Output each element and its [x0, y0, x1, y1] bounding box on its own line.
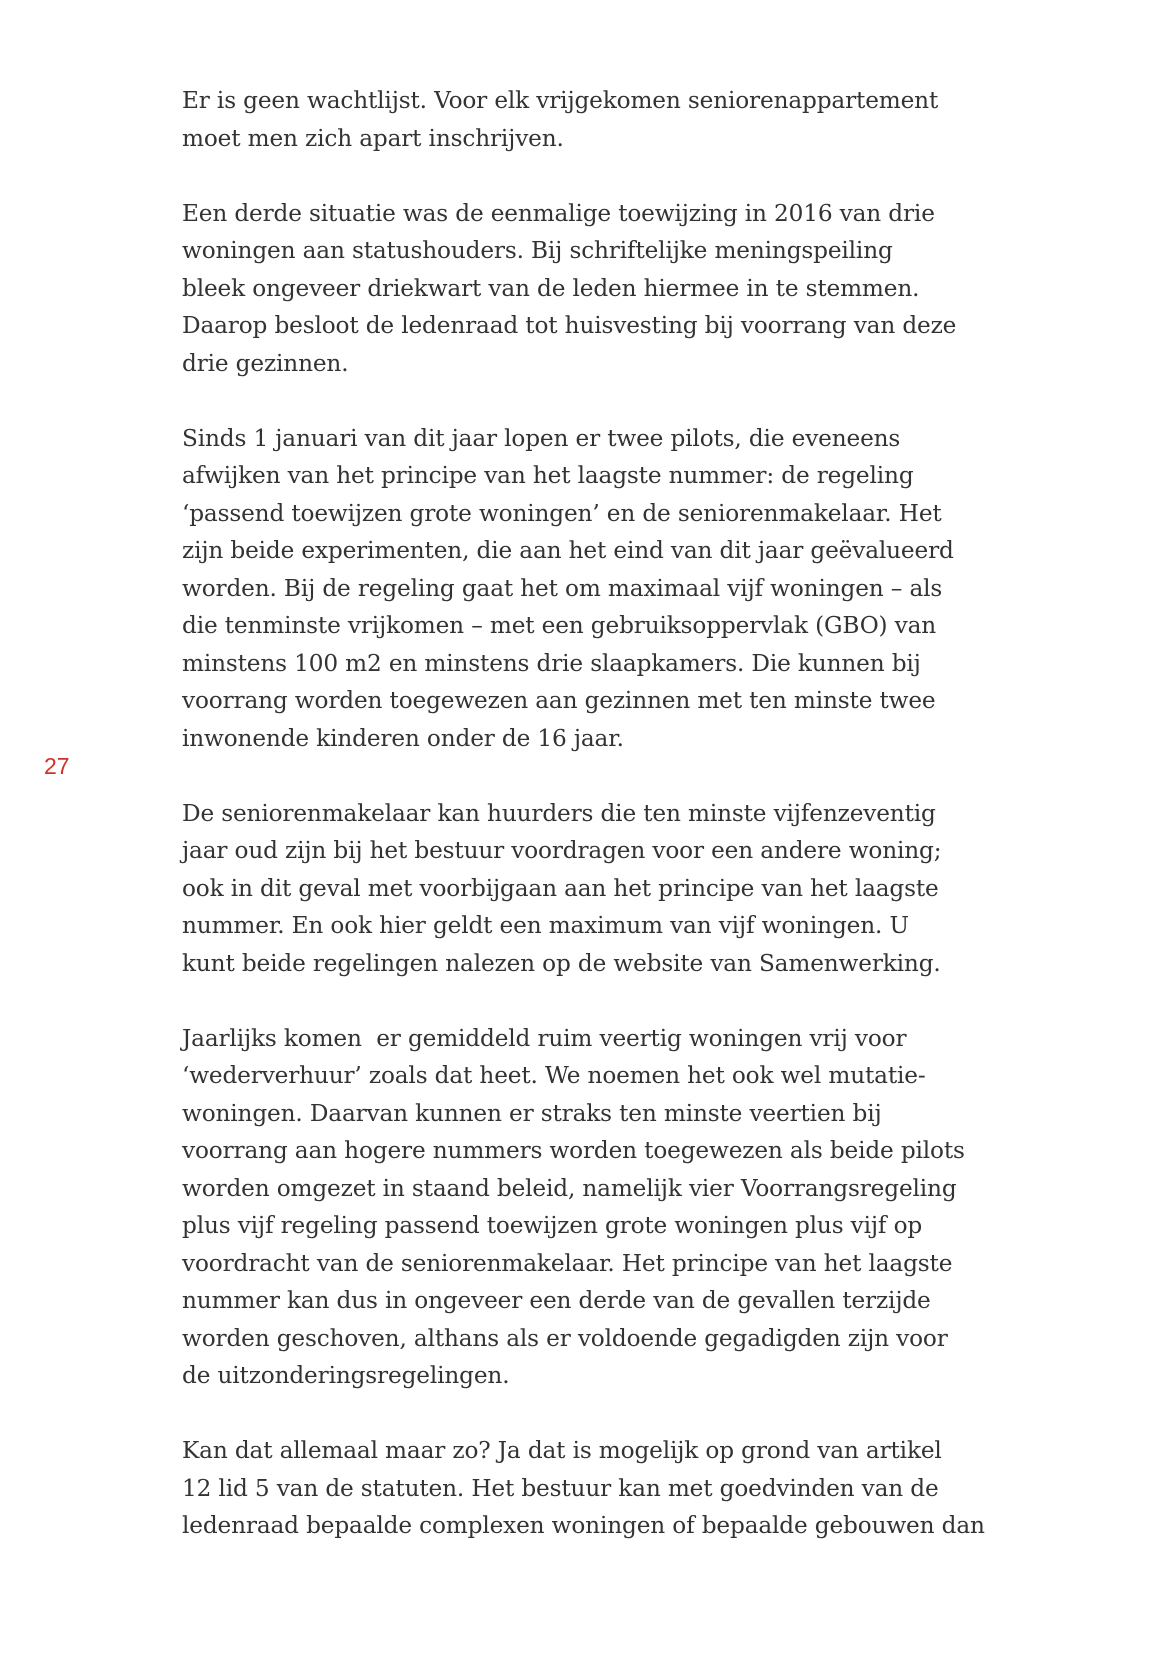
text-line: zijn beide experimenten, die aan het eind van dit jaar geëvalueerd	[182, 537, 954, 564]
text-line: plus vijf regeling passend toewijzen grote woningen plus vijf op	[182, 1212, 923, 1239]
text-line: Er is geen wachtlijst. Voor elk vrijgekomen seniorenappartement	[182, 87, 939, 114]
text-line: moet men zich apart inschrijven.	[182, 124, 564, 152]
text-line: Jaarlijks komen er gemiddeld ruim veertig woningen vrij voor	[182, 1024, 907, 1052]
text-line: die tenminste vrijkomen – met een gebruiksoppervlak (GBO) van	[182, 612, 937, 639]
text-line: woningen aan statushouders. Bij schriftelijke meningspeiling	[182, 237, 893, 264]
text-line: nummer. En ook hier geldt een maximum van vijf woningen. U	[182, 912, 909, 939]
body-text	[182, 82, 1082, 1545]
text-line: worden omgezet in staand beleid, namelijk vier Voorrangsregeling	[182, 1174, 957, 1202]
text-line: kunt beide regelingen nalezen op de website van Samenwerking.	[182, 949, 941, 977]
paragraph-senior-broker	[182, 795, 1082, 983]
text-line: voorrang worden toegewezen aan gezinnen met ten minste twee	[182, 687, 936, 714]
text-line: ledenraad bepaalde complexen woningen of bepaalde gebouwen dan	[182, 1512, 985, 1539]
paragraph-status-holders	[182, 195, 1082, 383]
text-line: drie gezinnen.	[182, 349, 349, 377]
text-line: Kan dat allemaal maar zo? Ja dat is mogelijk op grond van artikel	[182, 1437, 942, 1464]
paragraph-waiting-list	[182, 82, 1082, 157]
text-line: afwijken van het principe van het laagste nummer: de regeling	[182, 462, 914, 489]
page-number: 27	[44, 753, 70, 779]
text-line: woningen. Daarvan kunnen er straks ten minste veertien bij	[182, 1099, 882, 1127]
text-line: worden geschoven, althans als er voldoende gegadigden zijn voor	[182, 1324, 948, 1352]
text-line: ook in dit geval met voorbijgaan aan het principe van het laagste	[182, 874, 939, 902]
text-line: ‘passend toewijzen grote woningen’ en de seniorenmakelaar. Het	[182, 499, 942, 527]
text-line: inwonende kinderen onder de 16 jaar.	[182, 724, 624, 752]
paragraph-pilots	[182, 420, 1082, 758]
text-line: ‘wederverhuur’ zoals dat heet. We noemen het ook wel mutatie-	[182, 1062, 926, 1089]
text-line: nummer kan dus in ongeveer een derde van de gevallen terzijde	[182, 1287, 931, 1314]
text-line: De seniorenmakelaar kan huurders die ten minste vijfenzeventig	[182, 799, 936, 827]
text-line: 12 lid 5 van de statuten. Het bestuur kan met goedvinden van de	[182, 1474, 939, 1502]
paragraph-statutes	[182, 1432, 1082, 1545]
text-line: worden. Bij de regeling gaat het om maximaal vijf woningen – als	[182, 574, 943, 602]
text-line: Sinds 1 januari van dit jaar lopen er twee pilots, die eveneens	[182, 424, 901, 452]
text-line: voordracht van de seniorenmakelaar. Het principe van het laagste	[182, 1249, 953, 1277]
text-line: minstens 100 m2 en minstens drie slaapkamers. Die kunnen bij	[182, 649, 921, 677]
paragraph-annual-vacancies	[182, 1020, 1082, 1395]
text-line: Daarop besloot de ledenraad tot huisvesting bij voorrang van deze	[182, 312, 957, 339]
text-line: bleek ongeveer driekwart van de leden hiermee in te stemmen.	[182, 274, 920, 302]
text-line: voorrang aan hogere nummers worden toegewezen als beide pilots	[182, 1137, 965, 1164]
text-line: Een derde situatie was de eenmalige toewijzing in 2016 van drie	[182, 199, 935, 227]
text-line: de uitzonderingsregelingen.	[182, 1362, 510, 1389]
text-line: jaar oud zijn bij het bestuur voordragen voor een andere woning;	[182, 837, 942, 864]
